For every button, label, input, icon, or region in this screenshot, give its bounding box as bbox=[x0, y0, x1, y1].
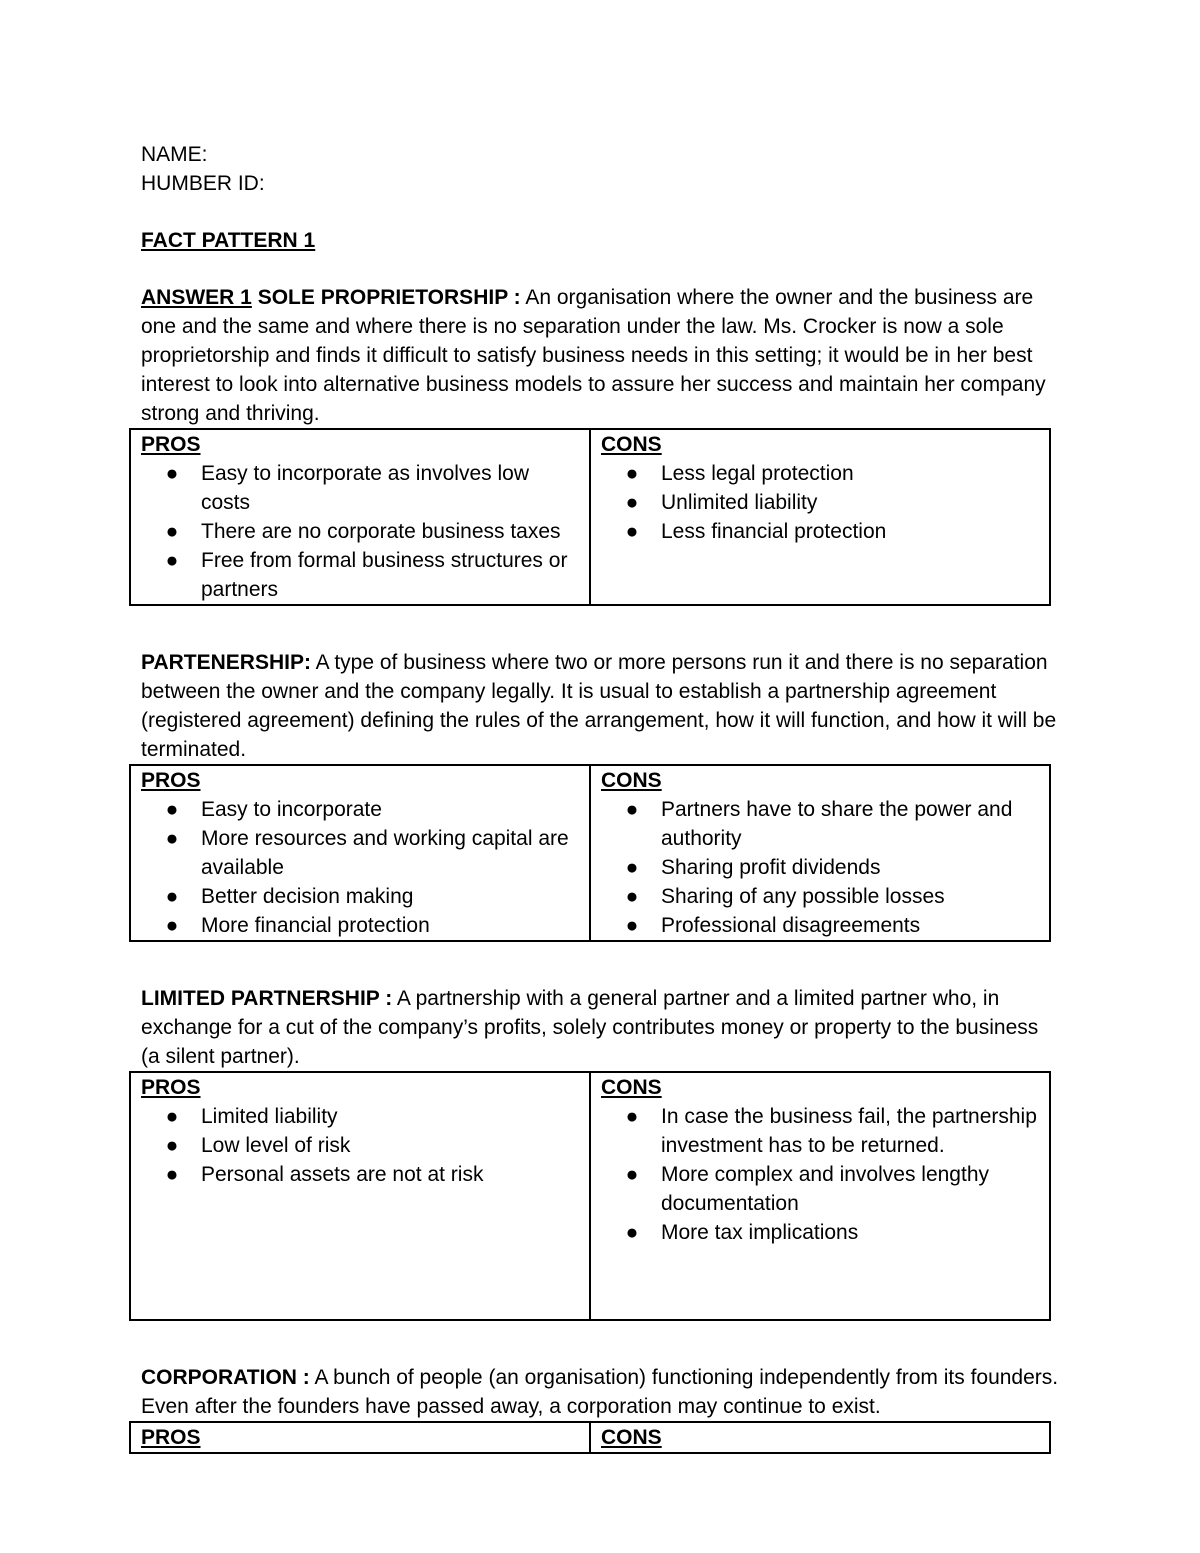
fact-pattern-heading: FACT PATTERN 1 bbox=[141, 229, 316, 252]
list-item: ● Sharing profit dividends bbox=[661, 853, 1041, 882]
list-item: ● Limited liability bbox=[201, 1102, 581, 1131]
pros-heading: PROS bbox=[141, 1076, 201, 1099]
partnership-section bbox=[141, 648, 1061, 764]
list-item: ● In case the business fail, the partnership investment has to be returned. bbox=[661, 1102, 1041, 1160]
bullet-icon: ● bbox=[165, 462, 179, 485]
bullet-icon: ● bbox=[165, 520, 179, 543]
cons-cell bbox=[590, 429, 1050, 605]
bullet-icon: ● bbox=[165, 827, 179, 850]
bullet-icon: ● bbox=[625, 1221, 639, 1244]
bullet-icon: ● bbox=[165, 549, 179, 572]
list-item: ● Better decision making bbox=[201, 882, 581, 911]
humber-id-label: HUMBER ID: bbox=[141, 172, 265, 195]
list-item: ● More tax implications bbox=[661, 1218, 1041, 1247]
cons-heading: CONS bbox=[601, 433, 662, 456]
pros-cons-table-limited bbox=[129, 1071, 1051, 1321]
list-item: ● More resources and working capital are available bbox=[201, 824, 581, 882]
pros-heading: PROS bbox=[141, 433, 201, 456]
name-label: NAME: bbox=[141, 143, 208, 166]
document-page bbox=[141, 140, 1061, 1454]
pros-cell bbox=[130, 1072, 590, 1320]
section-title: CORPORATION : bbox=[141, 1366, 310, 1389]
bullet-icon: ● bbox=[165, 1105, 179, 1128]
pros-cell bbox=[130, 429, 590, 605]
section-title: SOLE PROPRIETORSHIP : bbox=[257, 286, 521, 309]
bullet-icon: ● bbox=[625, 885, 639, 908]
pros-heading: PROS bbox=[141, 769, 201, 792]
pros-cell bbox=[130, 765, 590, 941]
section-description: A partnership with a general partner and a limited partner who, in exchange for a cut of the company’s profits, solely contributes money or property to the business (a silent partner). bbox=[141, 987, 1039, 1068]
list-item: ● Easy to incorporate as involves low costs bbox=[201, 459, 581, 517]
bullet-icon: ● bbox=[625, 491, 639, 514]
bullet-icon: ● bbox=[165, 1134, 179, 1157]
section-description: A type of business where two or more persons run it and there is no separation between the owner and the company legally. It is usual to establish a partnership agreement (registered agreement) defining the rules of the arrangement, how it will function, and how it will be terminated. bbox=[141, 651, 1057, 761]
bullet-icon: ● bbox=[165, 798, 179, 821]
pros-cons-table-sole bbox=[129, 428, 1051, 606]
list-item: ● Free from formal business structures or partners bbox=[201, 546, 581, 604]
list-item: ● Easy to incorporate bbox=[201, 795, 581, 824]
bullet-icon: ● bbox=[165, 1163, 179, 1186]
pros-cell bbox=[130, 1422, 590, 1453]
list-item: ● Less financial protection bbox=[661, 517, 1041, 546]
cons-heading: CONS bbox=[601, 1426, 662, 1449]
section-description: An organisation where the owner and the business are one and the same and where there is no separation under the law. Ms. Crocker is now a sole proprietorship and finds it difficult to satisfy business needs in this setting; it would be in her best interest to look into alternative business models to assure her success and maintain her company strong and thriving. bbox=[141, 286, 1046, 425]
pros-heading: PROS bbox=[141, 1426, 201, 1449]
corporation-section bbox=[141, 1363, 1061, 1421]
bullet-icon: ● bbox=[625, 914, 639, 937]
cons-heading: CONS bbox=[601, 1076, 662, 1099]
cons-cell bbox=[590, 1072, 1050, 1320]
bullet-icon: ● bbox=[625, 1163, 639, 1186]
list-item: ● Personal assets are not at risk bbox=[201, 1160, 581, 1189]
bullet-icon: ● bbox=[625, 520, 639, 543]
list-item: ● Low level of risk bbox=[201, 1131, 581, 1160]
list-item: ● More financial protection bbox=[201, 911, 581, 940]
bullet-icon: ● bbox=[165, 914, 179, 937]
sole-proprietorship-section bbox=[141, 283, 1061, 428]
list-item: ● More complex and involves lengthy documentation bbox=[661, 1160, 1041, 1218]
section-description: A bunch of people (an organisation) functioning independently from its founders. Even after the founders have passed away, a corporation may continue to exist. bbox=[141, 1366, 1059, 1418]
bullet-icon: ● bbox=[165, 885, 179, 908]
pros-cons-table-partnership bbox=[129, 764, 1051, 942]
pros-cons-table-corporation bbox=[129, 1421, 1051, 1454]
bullet-icon: ● bbox=[625, 798, 639, 821]
list-item: ● Partners have to share the power and authority bbox=[661, 795, 1041, 853]
section-title: PARTENERSHIP: bbox=[141, 651, 311, 674]
bullet-icon: ● bbox=[625, 1105, 639, 1128]
list-item: ● Less legal protection bbox=[661, 459, 1041, 488]
bullet-icon: ● bbox=[625, 856, 639, 879]
list-item: ● Professional disagreements bbox=[661, 911, 1041, 940]
cons-cell bbox=[590, 1422, 1050, 1453]
list-item: ● There are no corporate business taxes bbox=[201, 517, 581, 546]
section-title: LIMITED PARTNERSHIP : bbox=[141, 987, 393, 1010]
cons-heading: CONS bbox=[601, 769, 662, 792]
bullet-icon: ● bbox=[625, 462, 639, 485]
list-item: ● Sharing of any possible losses bbox=[661, 882, 1041, 911]
answer-label: ANSWER 1 bbox=[141, 286, 252, 309]
limited-partnership-section bbox=[141, 984, 1061, 1071]
list-item: ● Unlimited liability bbox=[661, 488, 1041, 517]
cons-cell bbox=[590, 765, 1050, 941]
